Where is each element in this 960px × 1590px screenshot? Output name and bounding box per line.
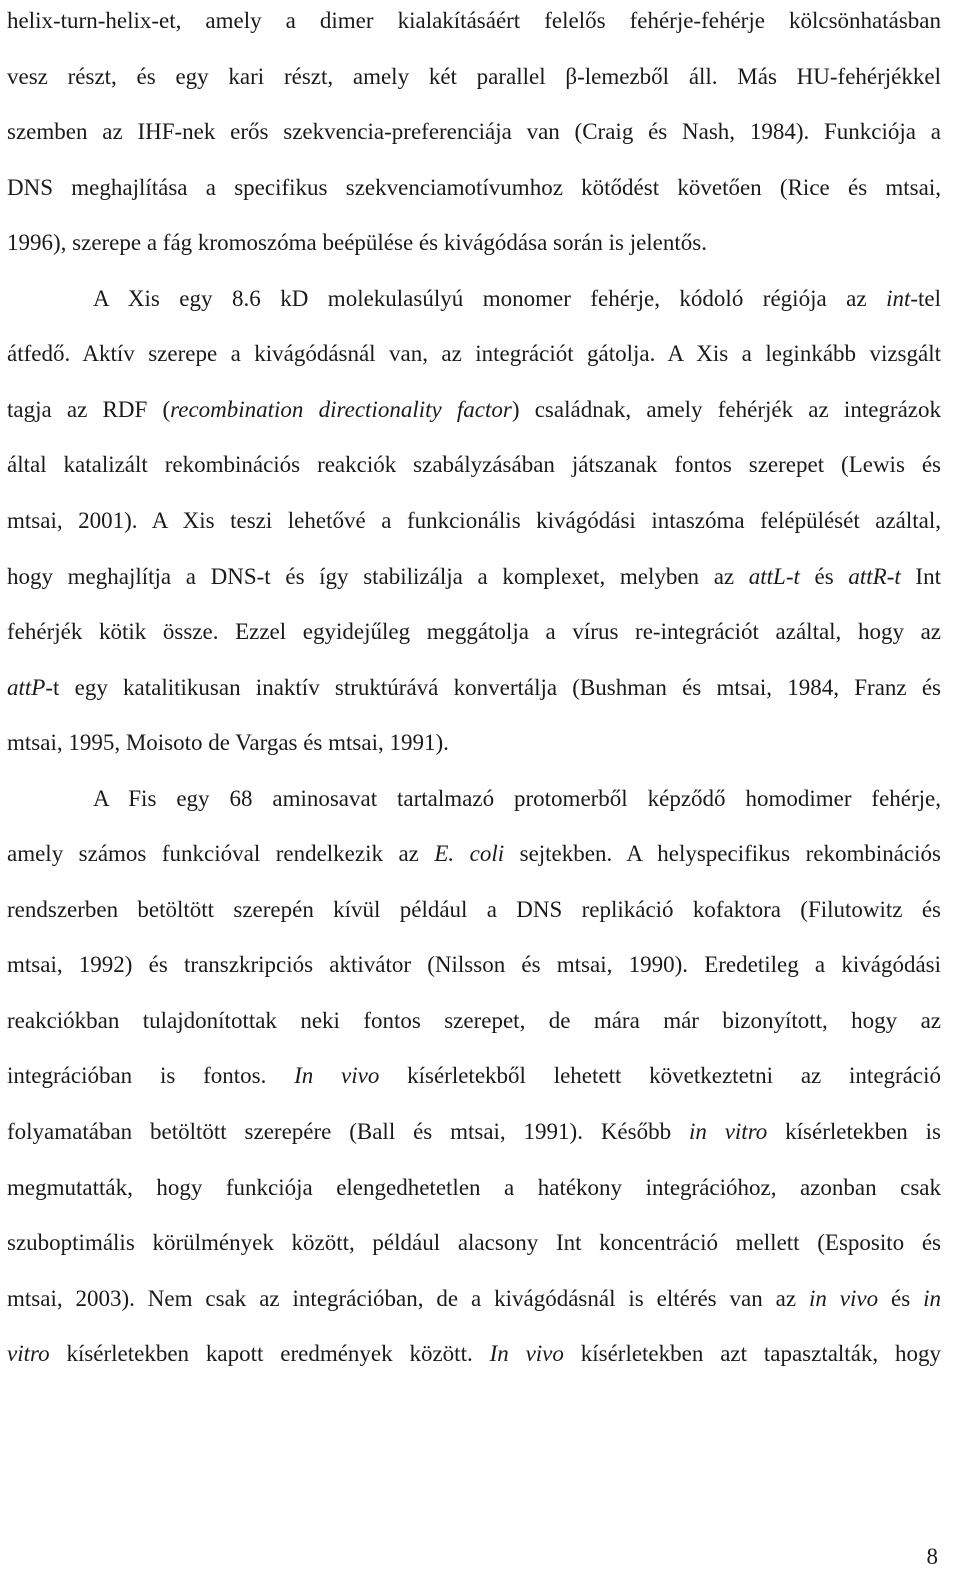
text-line [7, 890, 941, 930]
text-segment: mtsai, 1995, Moisoto de Vargas és mtsai, 1991). [7, 730, 449, 756]
text-segment: mtsai, 2001). A Xis teszi lehetővé a funkcionális kivágódási intaszóma felépülését azáltal, [7, 507, 941, 533]
text-segment: Int [900, 563, 941, 589]
text-segment: -tel [910, 285, 941, 311]
text-segment: mtsai, 1992) és transzkripciós aktivátor (Nilsson és mtsai, 1990). Eredetileg a kivágódási [7, 952, 941, 978]
text-segment: A Fis egy 68 aminosavat tartalmazó protomerből képződő homodimer fehérje, [93, 785, 941, 811]
text-segment: és [878, 1285, 924, 1311]
text-segment: mtsai, 2003). Nem csak az integrációban, de a kivágódásnál is eltérés van az [7, 1285, 809, 1311]
text-line [7, 612, 941, 652]
text-line [7, 112, 941, 152]
text-line [7, 334, 941, 374]
text-segment: integrációban is fontos. [7, 1063, 295, 1089]
text-line [7, 1001, 941, 1041]
text-line [7, 168, 941, 208]
text-line [7, 445, 941, 485]
text-segment: szuboptimális körülmények között, például alacsony Int koncentráció mellett (Esposito és [7, 1230, 941, 1256]
text-line [7, 1223, 941, 1263]
italic-text: in [923, 1285, 941, 1311]
italic-text: attL-t [748, 563, 800, 589]
text-segment: -t egy katalitikusan inaktív struktúrává konvertálja (Bushman és mtsai, 1984, Franz és [45, 674, 941, 700]
text-segment: szemben az IHF-nek erős szekvencia-preferenciája van (Craig és Nash, 1984). Funkciója a [7, 119, 941, 145]
text-line [7, 1168, 941, 1208]
text-line [93, 279, 941, 319]
italic-text: In vivo [489, 1341, 564, 1367]
text-segment: megmutatták, hogy funkciója elengedhetetlen a hatékony integrációhoz, azonban csak [7, 1174, 941, 1200]
italic-text: vitro [7, 1341, 50, 1367]
italic-text: In vivo [294, 1063, 380, 1089]
text-segment: ) családnak, amely fehérjék az integrázok [511, 396, 941, 422]
text-line [7, 1334, 941, 1374]
text-segment: DNS meghajlítása a specifikus szekvenciamotívumhoz kötődést követően (Rice és mtsai, [7, 174, 941, 200]
text-line [7, 668, 941, 708]
text-line [7, 1, 941, 41]
text-segment: reakciókban tulajdonítottak neki fontos szerepet, de mára már bizonyított, hogy az [7, 1007, 941, 1033]
text-line [7, 390, 941, 430]
text-line [7, 501, 941, 541]
text-segment: amely számos funkcióval rendelkezik az [7, 841, 435, 867]
text-line [7, 557, 941, 597]
text-segment: vesz részt, és egy kari részt, amely két parallel β-lemezből áll. Más HU-fehérjékkel [7, 63, 941, 89]
italic-text: recombination directionality factor [170, 396, 512, 422]
text-segment: kísérletekből lehetett következtetni az integráció [379, 1063, 941, 1089]
text-line [7, 1112, 941, 1152]
text-segment: átfedő. Aktív szerepe a kivágódásnál van, az integrációt gátolja. A Xis a leginkább vizsgált [7, 341, 941, 367]
text-segment: tagja az RDF ( [7, 396, 171, 422]
text-segment: 1996), szerepe a fág kromoszóma beépülése és kivágódása során is jelentős. [7, 230, 707, 256]
page-number: 8 [926, 1544, 938, 1569]
italic-text: in vivo [809, 1285, 879, 1311]
text-segment: által katalizált rekombinációs reakciók szabályzásában játszanak fontos szerepet (Lewis és [7, 452, 941, 478]
text-segment: A Xis egy 8.6 kD molekulasúlyú monomer fehérje, kódoló régiója az [93, 285, 887, 311]
text-segment: rendszerben betöltött szerepén kívül például a DNS replikáció kofaktora (Filutowitz és [7, 896, 941, 922]
text-line [7, 723, 941, 763]
text-line [7, 945, 941, 985]
text-line [7, 1056, 941, 1096]
italic-text: int [886, 285, 911, 311]
italic-text: attR-t [848, 563, 901, 589]
text-segment: helix-turn-helix-et, amely a dimer kialakításáért felelős fehérje-fehérje kölcsönhatásban [7, 8, 941, 33]
text-segment: kísérletekben is [767, 1119, 941, 1144]
text-segment: és [799, 563, 849, 589]
text-line [93, 779, 941, 819]
text-segment: kísérletekben azt tapasztalták, hogy [563, 1341, 942, 1367]
text-line [7, 223, 941, 263]
text-line [7, 834, 941, 874]
text-segment: sejtekben. A helyspecifikus rekombinációs [504, 841, 941, 867]
italic-text: in vitro [688, 1119, 768, 1144]
italic-text: E. coli [434, 841, 505, 867]
text-line [7, 1279, 941, 1319]
italic-text: attP [7, 674, 46, 700]
text-segment: kísérletekben kapott eredmények között. [49, 1341, 490, 1367]
text-segment: hogy meghajlítja a DNS-t és így stabilizálja a komplexet, melyben az [7, 563, 749, 589]
text-line [7, 57, 941, 97]
text-segment: folyamatában betöltött szerepére (Ball és mtsai, 1991). Később [7, 1119, 689, 1144]
text-segment: fehérjék kötik össze. Ezzel egyidejűleg meggátolja a vírus re-integrációt azáltal, hogy az [7, 619, 941, 645]
